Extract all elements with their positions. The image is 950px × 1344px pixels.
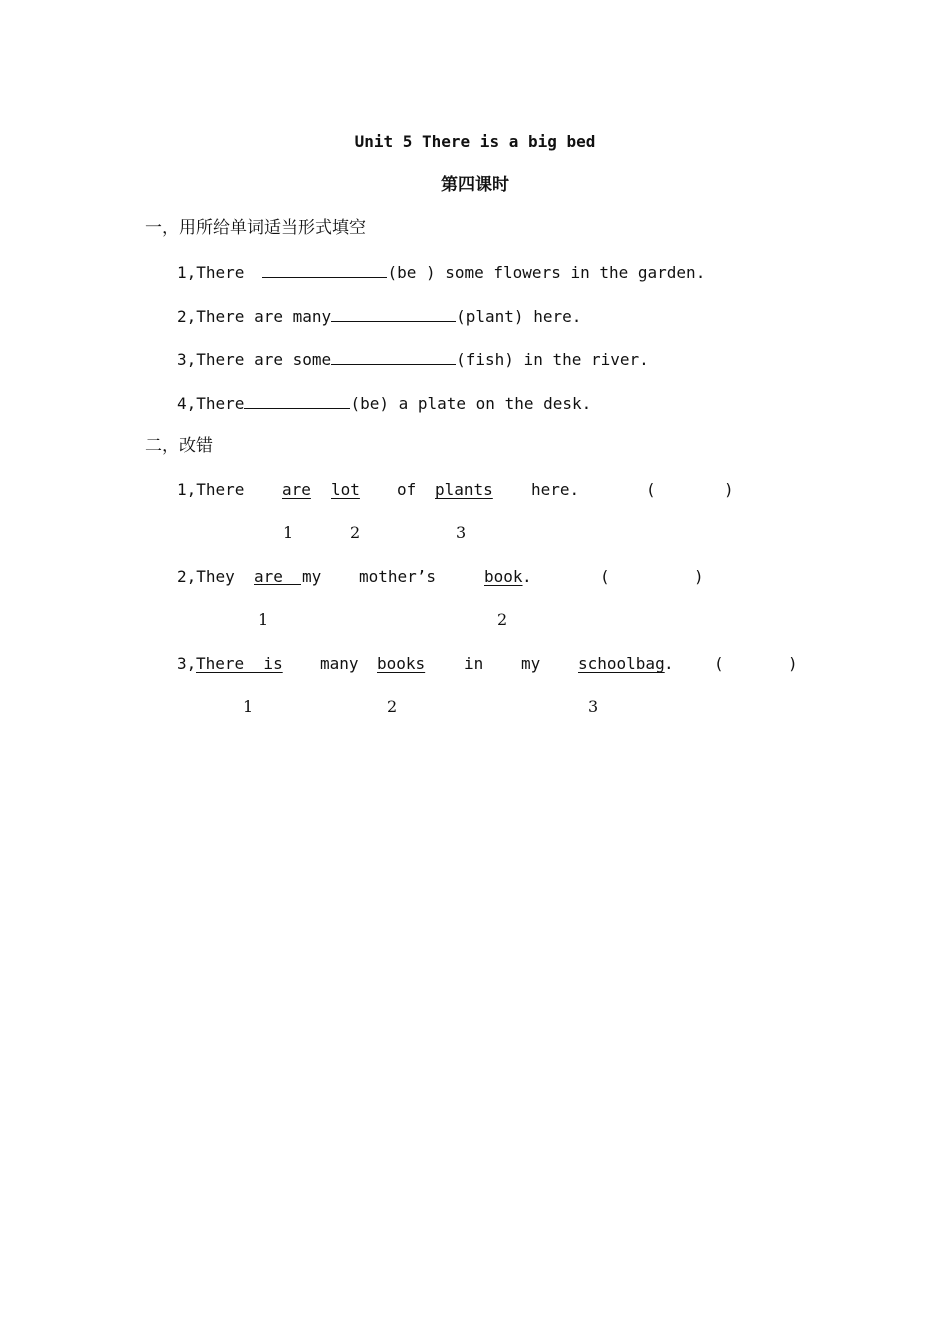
item-hint: (be) a plate on the desk. bbox=[350, 394, 592, 413]
item-hint: (be ) some flowers in the garden. bbox=[387, 263, 706, 282]
lesson-subtitle: 第四课时 bbox=[441, 175, 509, 195]
fill-item-4 bbox=[177, 393, 591, 414]
item-prefix: 3,There are some bbox=[177, 350, 332, 369]
answer-paren-close[interactable]: ) bbox=[724, 480, 734, 499]
item-hint: (fish) in the river. bbox=[456, 350, 649, 369]
error-number: 3 bbox=[588, 697, 599, 716]
error-number: 2 bbox=[387, 697, 398, 716]
section2-heading: 二，改错 bbox=[145, 436, 213, 456]
fill-item-3 bbox=[177, 349, 649, 370]
word: here. bbox=[531, 480, 580, 499]
item-prefix: 4,There bbox=[177, 394, 245, 413]
underlined-word: lot bbox=[331, 480, 360, 499]
answer-blank[interactable] bbox=[262, 262, 387, 278]
item-prefix: 2,They bbox=[177, 567, 235, 586]
underlined-word: There is bbox=[196, 654, 283, 673]
error-number: 1 bbox=[283, 523, 294, 542]
error-number: 2 bbox=[350, 523, 361, 542]
answer-blank[interactable] bbox=[244, 393, 350, 409]
answer-paren-close[interactable]: ) bbox=[788, 654, 798, 673]
fill-item-1 bbox=[177, 262, 705, 283]
word: of bbox=[397, 480, 417, 499]
underlined-word: books bbox=[377, 654, 426, 673]
error-number: 1 bbox=[243, 697, 254, 716]
word: my bbox=[302, 567, 322, 586]
underlined-word: plants bbox=[435, 480, 493, 499]
section1-heading: 一，用所给单词适当形式填空 bbox=[145, 218, 366, 238]
answer-paren-open[interactable]: ( bbox=[600, 567, 610, 586]
error-number: 2 bbox=[497, 610, 508, 629]
answer-blank[interactable] bbox=[331, 349, 456, 365]
fill-item-2 bbox=[177, 306, 581, 327]
item-prefix: 1,There bbox=[177, 263, 245, 282]
punctuation: . bbox=[664, 654, 674, 673]
word: in bbox=[464, 654, 484, 673]
underlined-word: schoolbag bbox=[578, 654, 665, 673]
answer-paren-close[interactable]: ) bbox=[694, 567, 704, 586]
answer-blank[interactable] bbox=[331, 306, 456, 322]
underlined-word: are bbox=[282, 480, 311, 499]
item-prefix: 3, bbox=[177, 654, 197, 673]
word: many bbox=[320, 654, 359, 673]
page-title: Unit 5 There is a big bed bbox=[354, 132, 596, 151]
word: mother’s bbox=[359, 567, 437, 586]
punctuation: . bbox=[522, 567, 532, 586]
underlined-word: book bbox=[484, 567, 523, 586]
underlined-word: are bbox=[254, 567, 301, 585]
item-hint: (plant) here. bbox=[456, 307, 582, 326]
answer-paren-open[interactable]: ( bbox=[646, 480, 656, 499]
item-prefix: 1,There bbox=[177, 480, 245, 499]
error-number: 1 bbox=[258, 610, 269, 629]
answer-paren-open[interactable]: ( bbox=[714, 654, 724, 673]
item-prefix: 2,There are many bbox=[177, 307, 332, 326]
error-number: 3 bbox=[456, 523, 467, 542]
word: my bbox=[521, 654, 541, 673]
